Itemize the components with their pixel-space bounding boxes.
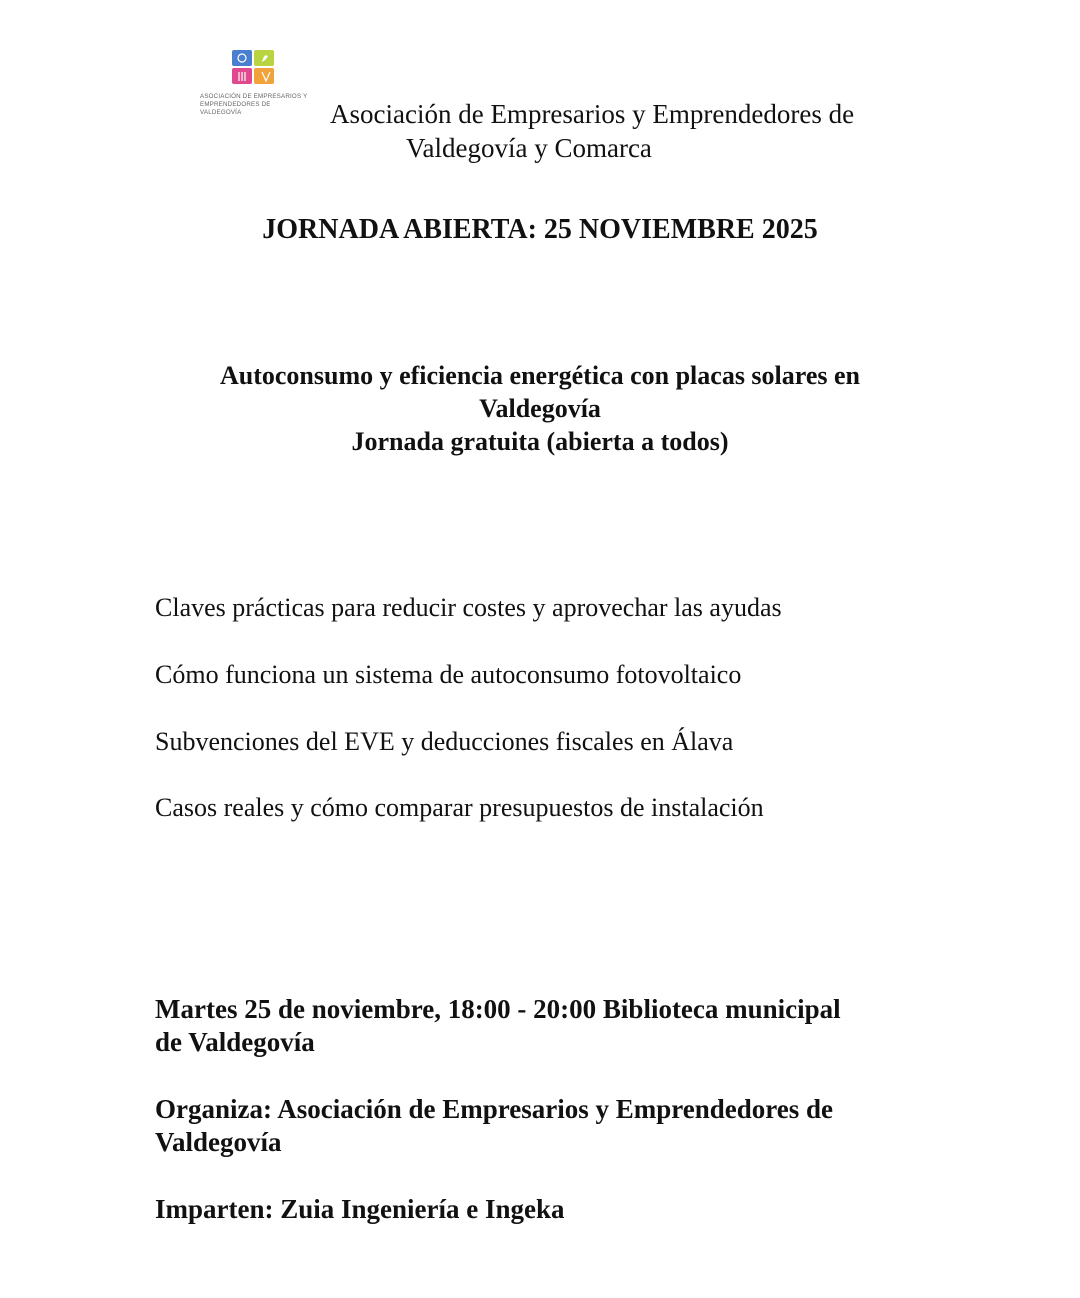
event-speakers: Imparten: Zuia Ingeniería e Ingeka <box>155 1194 565 1224</box>
event-organizer-line1: Organiza: Asociación de Empresarios y Emprendedores de <box>155 1094 833 1124</box>
association-logo-icon <box>232 50 276 86</box>
association-logo <box>200 50 312 120</box>
page-title: JORNADA ABIERTA: 25 NOVIEMBRE 2025 <box>262 214 818 245</box>
event-subtitle: Jornada gratuita (abierta a todos) <box>351 427 729 456</box>
topic-item: Claves prácticas para reducir costes y aprovechar las ayudas <box>155 593 782 622</box>
event-datetime-location-line2: de Valdegovía <box>155 1027 315 1057</box>
association-name-line1: Asociación de Empresarios y Emprendedores de <box>330 99 855 129</box>
logo-glyphs <box>232 50 276 86</box>
topic-item: Cómo funciona un sistema de autoconsumo fotovoltaico <box>155 660 742 689</box>
topic-item: Subvenciones del EVE y deducciones fiscales en Álava <box>155 727 734 756</box>
logo-text: ASOCIACIÓN DE EMPRESARIOS Y EMPRENDEDORES DE VALDEGOVÍA <box>200 93 308 116</box>
event-datetime-location-line1: Martes 25 de noviembre, 18:00 - 20:00 Biblioteca municipal <box>155 994 841 1024</box>
topic-item: Casos reales y cómo comparar presupuestos de instalación <box>155 793 764 822</box>
association-name-line2: Valdegovía y Comarca <box>406 133 652 163</box>
event-title-line2: Valdegovía <box>479 394 601 423</box>
event-organizer-line2: Valdegovía <box>155 1127 282 1157</box>
event-title-line1: Autoconsumo y eficiencia energética con placas solares en <box>219 361 861 390</box>
